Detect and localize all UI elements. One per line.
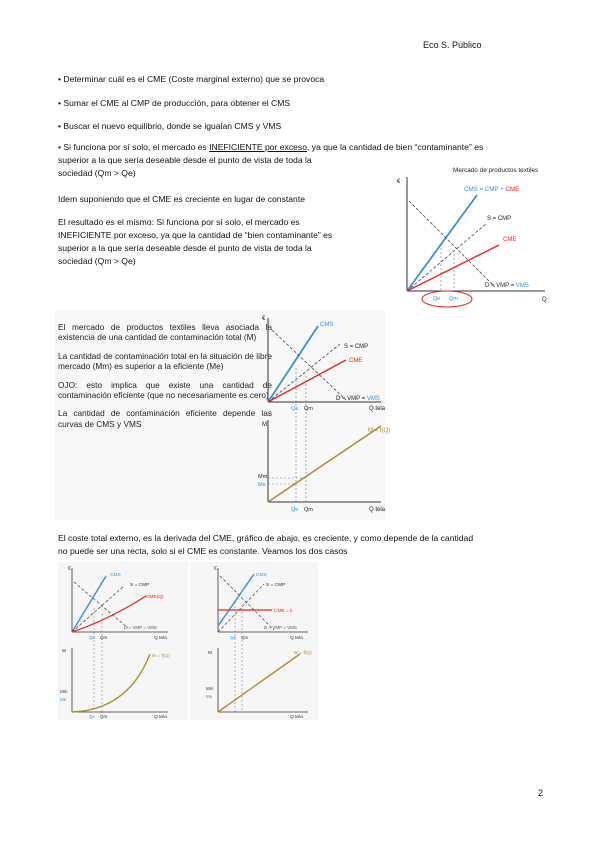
- bullet-4-post: , ya que la cantidad de bien “contaminante” es: [307, 142, 484, 152]
- bullet-4-underlined: INEFICIENTE por exceso: [209, 142, 307, 152]
- bullet-2: • Sumar el CME al CMP de producción, para obtener el CMS: [58, 98, 291, 108]
- chart1-y-axis-label: €: [397, 179, 401, 185]
- resultado-line: sociedad (Qm > Qe): [58, 256, 136, 266]
- chart2-qe2-label: Qe: [291, 507, 299, 513]
- page-header: Eco S. Público: [423, 40, 482, 50]
- bullet-3: • Buscar el nuevo equilibrio, donde se igualan CMS y VMS: [58, 121, 282, 131]
- chart2-m-label: M: [262, 422, 267, 428]
- chart3-bg: [58, 562, 188, 720]
- chart4-s-label: S = CMP: [266, 583, 286, 588]
- chart1-highlight-circle: [422, 291, 472, 307]
- resultado-line: superior a la que sería deseable desde el punto de vista de toda la: [58, 243, 312, 253]
- chart3-qe2-label: Qe: [89, 714, 96, 719]
- block2-paragraph: El mercado de productos textiles lleva asociada la existencia de una cantidad de contaminación total (M): [58, 322, 272, 343]
- chart4-qe-label: Qe: [230, 635, 237, 640]
- bullet-4-line3: sociedad (Qm > Qe): [58, 168, 136, 178]
- chart3-qe-label: Qe: [89, 635, 96, 640]
- chart1-cme-label: CME: [503, 237, 517, 243]
- block2-paragraph: La cantidad de contaminación total en la situación de libre mercado (Mm) es superior a la eficiente (Me): [58, 350, 272, 372]
- chart2-cms-label: CMS: [320, 322, 334, 328]
- chart2-x-label: Q tela: [369, 406, 386, 412]
- chart1-x-axis-label: Q: [542, 297, 547, 303]
- chart3-y-label: €: [68, 566, 71, 572]
- block2-paragraph: La cantidad de contaminación eficiente depende las curvas de CMS y VMS: [58, 408, 272, 429]
- block2-text: [58, 322, 272, 437]
- chart3-qm2-label: Qm: [100, 714, 108, 719]
- chart3-d-label: D = VMP = VMS: [124, 625, 157, 630]
- resultado-line: INEFICIENTE por exceso, ya que la cantidad de “bien contaminante” es: [58, 230, 333, 240]
- chart4-mm-label: Mm: [206, 686, 214, 691]
- chart3-cms-label: CMS: [110, 573, 121, 578]
- chart1-qm-label: Qm: [449, 296, 458, 302]
- bullet-4-line2: superior a la que sería deseable desde el punto de vista de toda la: [58, 155, 312, 165]
- chart1-d-label: D = VMP = VMS: [485, 283, 529, 289]
- bullet-1: • Determinar cuál es el CME (Coste marginal externo) que se provoca: [58, 74, 325, 84]
- chart2-qe-label: Qe: [291, 406, 299, 412]
- chart1-cms-label: CMS = CMP + CME: [464, 186, 520, 193]
- block2-paragraph: OJO: esto implica que existe una cantidad de contaminación eficiente (que no necesariamente es cero): [58, 379, 272, 401]
- chart4-x-label: Q tela: [290, 636, 303, 641]
- coste-line: no puede ser una recta, solo si el CME es constante. Veamos los dos casos: [58, 546, 348, 556]
- chart4-x2-label: Q tela: [290, 715, 303, 720]
- chart1-qe-label: Qe: [433, 296, 441, 302]
- resultado-line: El resultado es el mismo: Si funciona por sí solo, el mercado es: [58, 217, 300, 227]
- chart2-me-label: Me: [258, 482, 266, 488]
- chart1-demand-line: [409, 201, 495, 287]
- chart4-y-label: €: [214, 566, 217, 572]
- chart2-x2-label: Q tela: [369, 507, 386, 513]
- chart4-cme-label: CME = k: [274, 609, 293, 614]
- chart2-qm-label: Qm: [304, 406, 313, 412]
- chart2-m-curve: [268, 426, 381, 502]
- coste-text: [58, 532, 558, 558]
- chart1-s-label: S = CMP: [487, 216, 512, 222]
- market-chart-2: [256, 310, 408, 520]
- idem-text: Idem suponiendo que el CME es creciente en lugar de constante: [58, 194, 305, 204]
- page-number: 2: [538, 788, 544, 798]
- chart2-cms-line: [268, 326, 318, 402]
- chart3-me-label: Me: [60, 697, 67, 702]
- chart4-m-label: M: [208, 651, 212, 656]
- chart2-y-label: €: [262, 316, 266, 322]
- chart2-cme-line: [268, 360, 346, 402]
- chart2-d-label: D = VMP = VMS: [336, 396, 380, 402]
- chart3-qm-label: Qm: [100, 635, 108, 640]
- bullet-4-pre: • Si funciona por sí solo, el mercado es: [58, 142, 210, 152]
- market-chart-3: [58, 562, 188, 720]
- chart4-m-curve-label: M = f(Q): [294, 651, 312, 656]
- chart1-title: Mercado de productos textiles: [453, 167, 539, 174]
- market-chart-4: [190, 562, 318, 720]
- chart4-cms-label: CMS: [256, 573, 267, 578]
- chart3-m-curve-label: M = f(Q): [152, 654, 170, 659]
- chart2-qm2-label: Qm: [304, 507, 313, 513]
- chart2-mm-label: Mm: [258, 474, 268, 480]
- chart3-mm-label: Mm: [60, 689, 68, 694]
- chart3-x-label: Q tela: [154, 636, 167, 641]
- chart4-d-label: D = VMP = VMS: [264, 625, 297, 630]
- resultado-text: [58, 216, 388, 268]
- chart4-qm-label: Qm: [241, 635, 249, 640]
- chart2-m-curve-label: M = f(Q): [368, 428, 391, 434]
- chart2-s-line: [268, 344, 340, 402]
- market-chart-1: [395, 163, 555, 308]
- chart3-m-label: M: [62, 649, 66, 654]
- chart3-x2-label: Q tela: [154, 715, 167, 720]
- coste-line: El coste total externo, es la derivada del CME, gráfico de abajo, es creciente, y como depende de la cantidad: [58, 533, 474, 543]
- chart2-s-label: S = CMP: [344, 344, 369, 350]
- chart3-s-label: S = CMP: [130, 583, 150, 588]
- chart3-cme-label: CME(Q): [146, 595, 164, 600]
- chart2-cme-label: CME: [349, 358, 363, 364]
- chart4-me-label: Me: [206, 694, 213, 699]
